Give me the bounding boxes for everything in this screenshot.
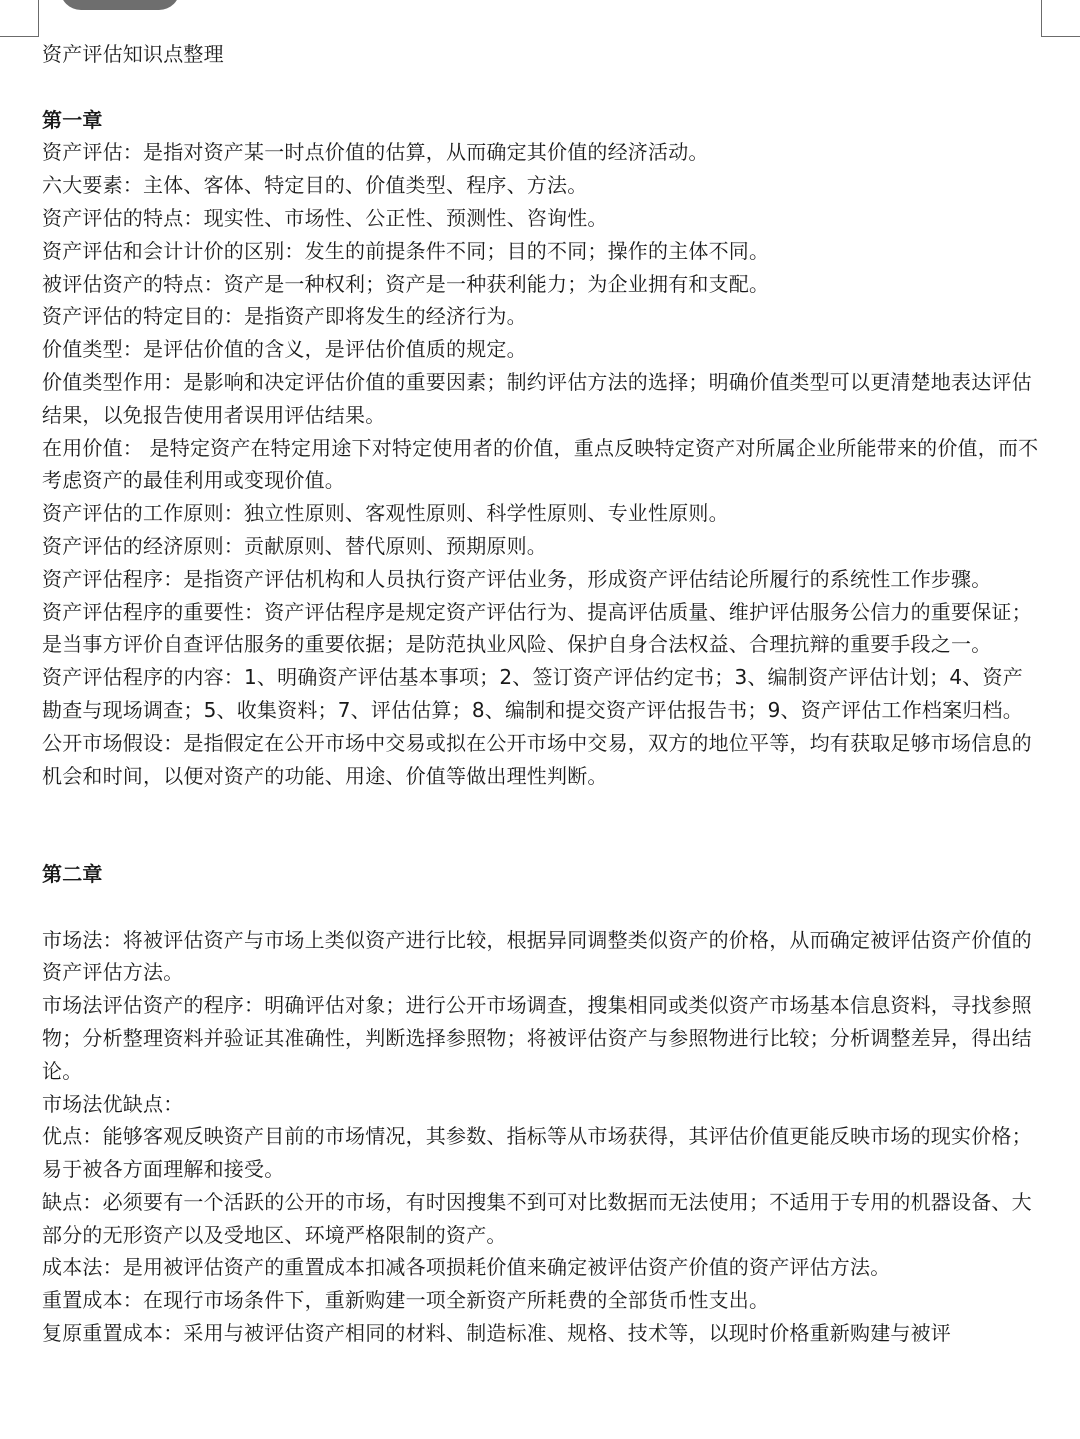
paragraph: 资产评估程序的重要性：资产评估程序是规定资产评估行为、提高评估质量、维护评估服务公信力的重要保证；是当事方评价自查评估服务的重要依据；是防范执业风险、保护自身合法权益、合理抗辩的重要手段之一。 bbox=[42, 599, 1032, 657]
paragraph: 资产评估的特定目的：是指资产即将发生的经济行为。 bbox=[42, 304, 527, 329]
paragraph: 重置成本：在现行市场条件下，重新购建一项全新资产所耗费的全部货币性支出。 bbox=[42, 1288, 770, 1313]
document-title: 资产评估知识点整理 bbox=[42, 42, 224, 66]
top-overlay-pill bbox=[60, 0, 180, 10]
paragraph: 资产评估：是指对资产某一时点价值的估算，从而确定其价值的经济活动。 bbox=[42, 140, 709, 165]
spacer bbox=[42, 71, 1042, 104]
chapter-2-heading: 第二章 bbox=[42, 861, 103, 886]
paragraph: 被评估资产的特点：资产是一种权利；资产是一种获利能力；为企业拥有和支配。 bbox=[42, 271, 770, 296]
paragraph: 缺点：必须要有一个活跃的公开的市场，有时因搜集不到可对比数据而无法使用；不适用于专用的机器设备、大部分的无形资产以及受地区、环境严格限制的资产。 bbox=[42, 1189, 1032, 1247]
paragraph: 资产评估的经济原则：贡献原则、替代原则、预期原则。 bbox=[42, 533, 547, 558]
paragraph: 价值类型作用：是影响和决定评估价值的重要因素；制约评估方法的选择；明确价值类型可以更清楚地表达评估结果，以免报告使用者误用评估结果。 bbox=[42, 369, 1032, 427]
spacer bbox=[42, 792, 1042, 825]
spacer bbox=[42, 825, 1042, 858]
paragraph: 资产评估的工作原则：独立性原则、客观性原则、科学性原则、专业性原则。 bbox=[42, 501, 729, 526]
paragraph: 复原重置成本：采用与被评估资产相同的材料、制造标准、规格、技术等，以现时价格重新购建与被评 bbox=[42, 1321, 951, 1346]
chapter-1-heading: 第一章 bbox=[42, 107, 103, 132]
paragraph: 在用价值： 是特定资产在特定用途下对特定使用者的价值，重点反映特定资产对所属企业所能带来的价值，而不考虑资产的最佳利用或变现价值。 bbox=[42, 435, 1039, 493]
paragraph: 六大要素：主体、客体、特定目的、价值类型、程序、方法。 bbox=[42, 173, 588, 198]
paragraph: 公开市场假设：是指假定在公开市场中交易或拟在公开市场中交易，双方的地位平等，均有获取足够市场信息的机会和时间，以便对资产的功能、用途、价值等做出理性判断。 bbox=[42, 730, 1032, 788]
paragraph: 优点：能够客观反映资产目前的市场情况，其参数、指标等从市场获得，其评估价值更能反映市场的现实价格；易于被各方面理解和接受。 bbox=[42, 1124, 1032, 1182]
document-body bbox=[42, 38, 1042, 1350]
crop-mark-top-left bbox=[0, 0, 39, 37]
paragraph: 市场法优缺点： bbox=[42, 1091, 184, 1116]
paragraph: 成本法：是用被评估资产的重置成本扣减各项损耗价值来确定被评估资产价值的资产评估方法。 bbox=[42, 1255, 891, 1280]
spacer bbox=[42, 891, 1042, 924]
paragraph: 资产评估的特点：现实性、市场性、公正性、预测性、咨询性。 bbox=[42, 205, 608, 230]
paragraph: 市场法：将被评估资产与市场上类似资产进行比较，根据异同调整类似资产的价格，从而确定被评估资产价值的资产评估方法。 bbox=[42, 927, 1032, 985]
paragraph: 资产评估和会计计价的区别：发生的前提条件不同；目的不同；操作的主体不同。 bbox=[42, 238, 770, 263]
crop-mark-top-right bbox=[1041, 0, 1080, 37]
paragraph: 市场法评估资产的程序：明确评估对象；进行公开市场调查，搜集相同或类似资产市场基本信息资料，寻找参照物；分析整理资料并验证其准确性，判断选择参照物；将被评估资产与参照物进行比较；分析调整差异，得出结论。 bbox=[42, 993, 1032, 1083]
paragraph: 资产评估程序：是指资产评估机构和人员执行资产评估业务，形成资产评估结论所履行的系统性工作步骤。 bbox=[42, 566, 992, 591]
paragraph: 价值类型：是评估价值的含义，是评估价值质的规定。 bbox=[42, 337, 527, 362]
paragraph: 资产评估程序的内容：1、明确资产评估基本事项；2、签订资产评估约定书；3、编制资产评估计划；4、资产勘查与现场调查；5、收集资料；7、评估估算；8、编制和提交资产评估报告书；9、资产评估工作档案归档。 bbox=[42, 665, 1023, 722]
